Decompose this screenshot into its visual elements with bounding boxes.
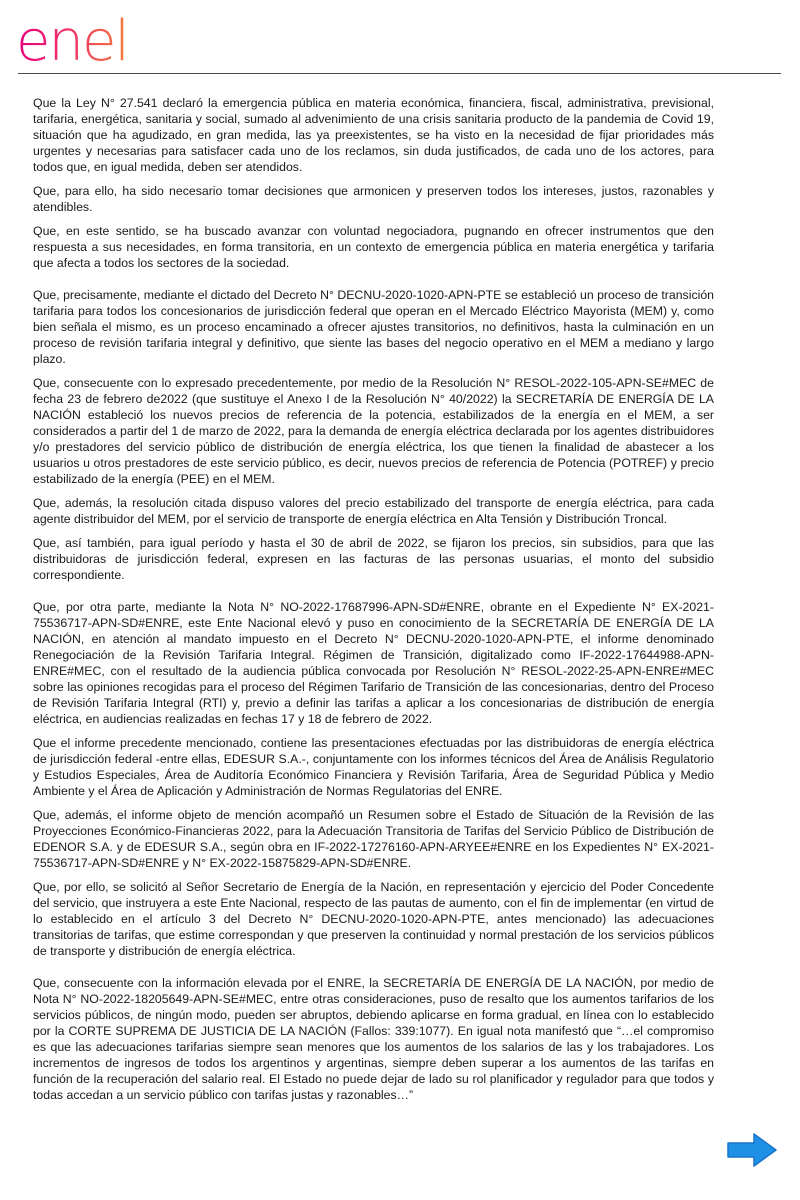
svg-text:enel: enel: [16, 9, 128, 68]
paragraph: Que, en este sentido, se ha buscado avanzar con voluntad negociadora, pugnando en ofrecer instrumentos que den respuesta a sus necesidades, en forma transitoria, en un contexto de emergencia pública en materia energética y tarifaria que afecta a todos los sectores de la sociedad.: [33, 224, 714, 270]
right-arrow-icon[interactable]: [726, 1132, 778, 1168]
paragraph: Que, para ello, ha sido necesario tomar decisiones que armonicen y preserven todos los intereses, justos, razonables y atendibles.: [33, 184, 714, 214]
paragraph: Que la Ley N° 27.541 declaró la emergencia pública en materia económica, financiera, fiscal, administrativa, previsional, tarifaria, energética, sanitaria y social, sumado al advenimiento de una crisis sanitaria producto de la pandemia de Covid 19, situación que ha agudizado, en gran medida, las ya preexistentes, se ha visto en la necesidad de fijar prioridades más urgentes y necesarias para satisfacer cada uno de los reclamos, sin duda justificados, de cada uno de los actores, para todos que, en igual medida, deben ser atendidos.: [33, 96, 714, 174]
paragraph: Que, por otra parte, mediante la Nota N° NO-2022-17687996-APN-SD#ENRE, obrante en el Expediente N° EX-2021-75536717-APN-SD#ENRE, este Ente Nacional elevó y puso en conocimiento de la SECRETARÍA DE ENERGÍA DE LA NACIÓN, en atención al mandato impuesto en el Decreto N° DECNU-2020-1020-APN-PTE, el informe denominado Renegociación de la Revisión Tarifaria Integral. Régimen de Transición, digitalizado como IF-2022-17644988-APN-ENRE#MEC, con el resultado de la audiencia pública convocada por Resolución N° RESOL-2022-25-APN-ENRE#MEC sobre las opiniones recogidas para el proceso del Régimen Tarifario de Transición de las concesionarias, dentro del Proceso de Revisión Tarifaria Integral (RTI) y, previo a definir las tarifas a aplicar a los concesionarias de distribución de energía eléctrica, en audiencias realizadas en fechas 17 y 18 de febrero de 2022.: [33, 600, 714, 726]
paragraph: Que, precisamente, mediante el dictado del Decreto N° DECNU-2020-1020-APN-PTE se estableció un proceso de transición tarifaria para todos los concesionarios de jurisdicción federal que operan en el Mercado Eléctrico Mayorista (MEM) y, como bien señala el mismo, es un proceso encaminado a ofrecer ajustes transitorios, no definitivos, hasta la culminación en un proceso de revisión tarifaria integral y definitivo, que siente las bases del negocio operativo en el MEM a mediano y largo plazo.: [33, 288, 714, 366]
paragraph: Que, además, el informe objeto de mención acompañó un Resumen sobre el Estado de Situación de la Revisión de las Proyecciones Económico-Financieras 2022, para la Adecuación Transitoria de Tarifas del Servicio Público de Distribución de EDENOR S.A. y de EDESUR S.A., según obra en IF-2022-17276160-APN-ARYEE#ENRE en los Expedientes N° EX-2021-75536717-APN-SD#ENRE y N° EX-2022-15875829-APN-SD#ENRE.: [33, 808, 714, 870]
paragraph: Que, así también, para igual período y hasta el 30 de abril de 2022, se fijaron los precios, sin subsidios, para que las distribuidoras de jurisdicción federal, expresen en las facturas de las personas usuarias, el monto del subsidio correspondiente.: [33, 536, 714, 582]
paragraph: Que, además, la resolución citada dispuso valores del precio estabilizado del transporte de energía eléctrica, para cada agente distribuidor del MEM, por el servicio de transporte de energía eléctrica en Alta Tensión y Distribución Troncal.: [33, 496, 714, 526]
paragraph: Que, consecuente con lo expresado precedentemente, por medio de la Resolución N° RESOL-2022-105-APN-SE#MEC de fecha 23 de febrero de2022 (que sustituye el Anexo I de la Resolución N° 40/2022) la SECRETARÍA DE ENERGÍA DE LA NACIÓN estableció los nuevos precios de referencia de la potencia, estabilizados de la energía en el MEM, a ser considerados a partir del 1 de marzo de 2022, para la demanda de energía eléctrica declarada por los agentes distribuidores y/o prestadores del servicio público de distribución de energía eléctrica, los que tienen la finalidad de abastecer a los usuarios u otros prestadores de este servicio público, es decir, nuevos precios de referencia de Potencia (POTREF) y precio estabilizado de la energía (PEE) en el MEM.: [33, 376, 714, 486]
paragraph: Que, consecuente con la información elevada por el ENRE, la SECRETARÍA DE ENERGÍA DE LA NACIÓN, por medio de Nota N° NO-2022-18205649-APN-SE#MEC, entre otras consideraciones, puso de resalto que los aumentos tarifarios de los servicios públicos, de ningún modo, pueden ser abruptos, debiendo aplicarse en forma gradual, en línea con lo establecido por la CORTE SUPREMA DE JUSTICIA DE LA NACIÓN (Fallos: 339:1077). En igual nota manifestó que “…el compromiso es que las adecuaciones tarifarias siempre sean menores que los aumentos de los salarios de las y los trabajadores. Los incrementos de ingresos de todos los argentinos y argentinas, siempre deben superar a los aumentos de las tarifas en función de la recuperación del salario real. El Estado no puede dejar de lado su rol planificador y regulador para que todos y todas accedan a un servicio público con tarifas justas y razonables…”: [33, 976, 714, 1102]
paragraph: Que, por ello, se solicitó al Señor Secretario de Energía de la Nación, en representación y ejercicio del Poder Concedente del servicio, que instruyera a este Ente Nacional, respecto de las pautas de aumento, con el fin de implementar (en virtud de lo establecido en el artículo 3 del Decreto N° DECNU-2020-1020-APN-PTE, antes mencionado) las adecuaciones transitorias de tarifas, que estime correspondan y que preserven la continuidad y normal prestación de los servicios públicos de transporte y distribución de energía eléctrica.: [33, 880, 714, 958]
document-body: [33, 95, 714, 1111]
page-header: [0, 0, 800, 78]
enel-logo: [16, 8, 176, 68]
paragraph: Que el informe precedente mencionado, contiene las presentaciones efectuadas por las distribuidoras de energía eléctrica de jurisdicción federal -entre ellas, EDESUR S.A.-, conjuntamente con los informes técnicos del Área de Análisis Regulatorio y Estudios Especiales, Área de Auditoría Económico Financiera y Revisión Tarifaria, Área de Seguridad Pública y Medio Ambiente y el Área de Aplicación y Administración de Normas Regulatorias del ENRE.: [33, 736, 714, 798]
header-rule: [18, 73, 781, 74]
